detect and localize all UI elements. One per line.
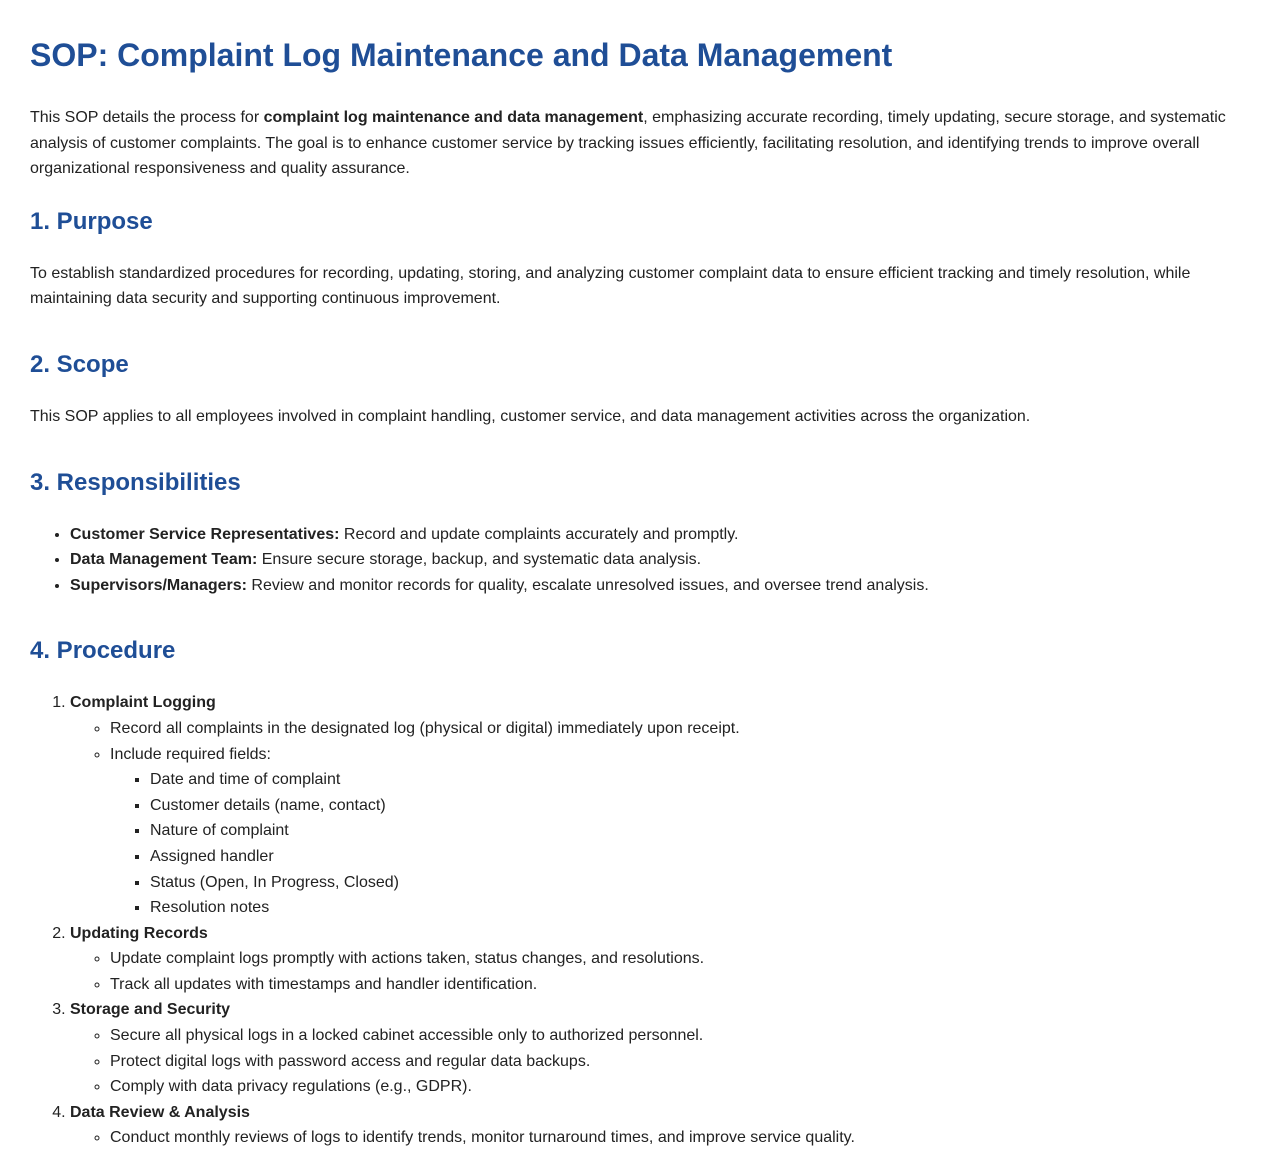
procedure-list	[30, 690, 1233, 1151]
responsibility-text: Record and update complaints accurately and promptly.	[339, 525, 739, 543]
required-fields-list	[110, 767, 1233, 921]
procedure-step-title: Data Review & Analysis	[70, 1103, 250, 1121]
procedure-step-title: Updating Records	[70, 924, 208, 942]
required-field: ▪ Nature of complaint	[150, 818, 1233, 844]
procedure-substep: ◦ Conduct monthly reviews of logs to identify trends, monitor turnaround times, and improve service quality.	[110, 1125, 1233, 1151]
procedure-step	[70, 1100, 1233, 1151]
procedure-step-title: Storage and Security	[70, 1001, 231, 1019]
procedure-substep-text: Include required fields:	[110, 745, 271, 763]
intro-bold: complaint log maintenance and data management	[263, 109, 644, 126]
procedure-substeps	[70, 1023, 1233, 1100]
page-title: SOP: Complaint Log Maintenance and Data Management	[30, 37, 893, 73]
procedure-substep: ◦ Protect digital logs with password access and regular data backups.	[110, 1049, 1233, 1075]
intro-suffix: , emphasizing accurate recording, timely updating, secure storage, and systematic analysis of customer complaints. The goal is to enhance customer service by tracking issues efficiently, facilitating resolution, and identifying trends to improve overall organizational responsiveness and quality assurance.	[30, 109, 1226, 178]
required-field: ▪ Customer details (name, contact)	[150, 793, 1233, 819]
purpose-text: To establish standardized procedures for recording, updating, storing, and analyzing customer complaint data to ensure efficient tracking and timely resolution, while maintaining data security and supporting continuous improvement.	[30, 264, 1191, 308]
procedure-step	[70, 690, 1233, 920]
responsibility-role: Supervisors/Managers:	[70, 576, 247, 594]
purpose-heading: 1. Purpose	[30, 207, 153, 235]
procedure-heading: 4. Procedure	[30, 637, 176, 665]
procedure-substep: ◦ Track all updates with timestamps and handler identification.	[110, 972, 1233, 998]
required-field: ▪ Assigned handler	[150, 844, 1233, 870]
procedure-step-title: Complaint Logging	[70, 694, 216, 712]
intro-paragraph	[30, 105, 1233, 182]
responsibility-item	[70, 573, 1233, 599]
procedure-step	[70, 921, 1233, 998]
responsibilities-heading: 3. Responsibilities	[30, 468, 241, 496]
procedure-substep: ◦ Comply with data privacy regulations (e.g., GDPR).	[110, 1074, 1233, 1100]
procedure-substeps	[70, 1125, 1233, 1151]
required-field: ▪ Date and time of complaint	[150, 767, 1233, 793]
scope-heading: 2. Scope	[30, 350, 129, 378]
procedure-substep	[110, 742, 1233, 921]
responsibility-role: Customer Service Representatives:	[70, 525, 340, 543]
procedure-substeps	[70, 716, 1233, 921]
responsibility-text: Review and monitor records for quality, escalate unresolved issues, and oversee trend analysis.	[246, 576, 929, 594]
responsibilities-list	[30, 522, 1233, 599]
required-field: ▪ Resolution notes	[150, 895, 1233, 921]
scope-text: This SOP applies to all employees involved in complaint handling, customer service, and data management activities across the organization.	[30, 407, 1031, 425]
intro-prefix: This SOP details the process for	[30, 109, 264, 126]
responsibility-text: Ensure secure storage, backup, and systematic data analysis.	[257, 551, 702, 569]
procedure-substep: ◦ Record all complaints in the designated log (physical or digital) immediately upon receipt.	[110, 716, 1233, 742]
responsibility-role: Data Management Team:	[70, 551, 258, 569]
procedure-substep: ◦ Secure all physical logs in a locked cabinet accessible only to authorized personnel.	[110, 1023, 1233, 1049]
procedure-substep: ◦ Update complaint logs promptly with actions taken, status changes, and resolutions.	[110, 946, 1233, 972]
procedure-substeps	[70, 946, 1233, 997]
required-field: ▪ Status (Open, In Progress, Closed)	[150, 870, 1233, 896]
responsibility-item	[70, 547, 1233, 573]
procedure-step	[70, 997, 1233, 1099]
responsibility-item	[70, 522, 1233, 548]
